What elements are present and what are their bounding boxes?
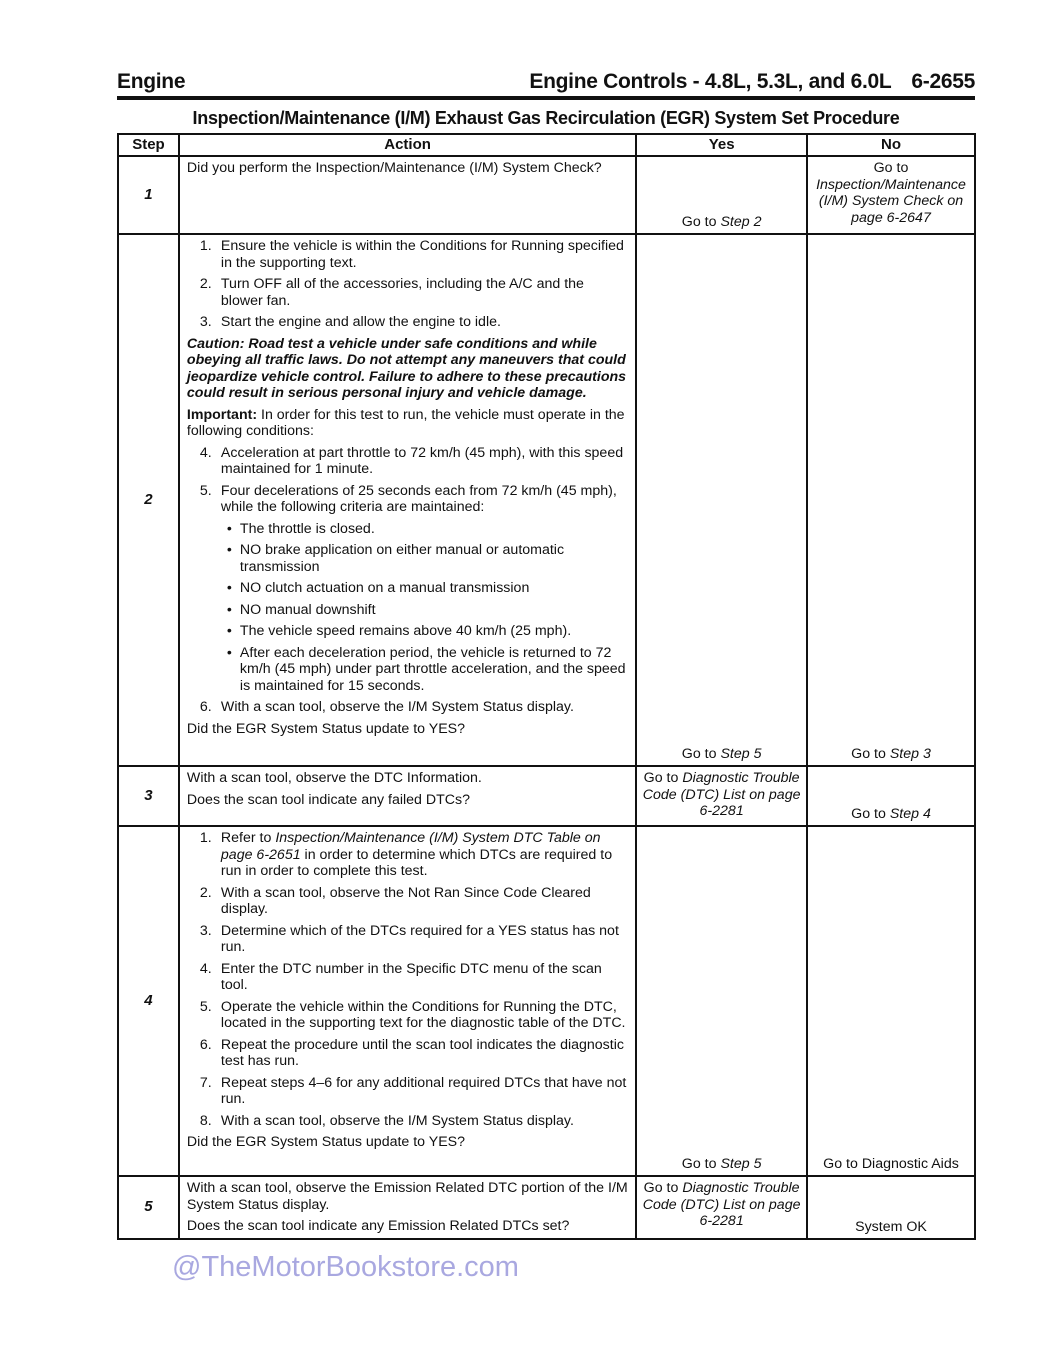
text-run: Go to (873, 160, 909, 176)
no-result-cell (807, 156, 975, 234)
numbered-step (187, 314, 629, 331)
text-run: in order to determine which DTCs are required to run in order to complete this test. (220, 846, 613, 879)
item-text (221, 314, 501, 331)
bullet-item (187, 645, 629, 695)
action-paragraph (187, 792, 629, 809)
item-text (240, 542, 629, 575)
table-row (118, 156, 975, 234)
bullet-item (187, 580, 629, 597)
text-run: Step 3 (889, 745, 931, 762)
chapter-header (529, 70, 975, 94)
text-run: The throttle is closed. (239, 520, 375, 537)
no-result (812, 238, 970, 762)
text-run: With a scan tool, observe the DTC Information. (186, 770, 482, 786)
item-text (221, 699, 574, 716)
yes-result-cell (636, 1176, 807, 1239)
text-run: Go to (643, 770, 683, 786)
action-paragraph (187, 160, 629, 177)
bullet-item (187, 542, 629, 575)
step-index: 1. (199, 238, 212, 254)
section-title: Engine (117, 70, 186, 93)
no-result (812, 160, 970, 230)
numbered-step (187, 276, 629, 309)
item-text (221, 923, 629, 956)
no-result-text (812, 1219, 970, 1236)
yes-result-cell (636, 234, 807, 766)
text-run: Diagnostic Trouble Code (DTC) List on page 6-2281 (642, 1180, 801, 1229)
watermark: @TheMotorBookstore.com (172, 1251, 519, 1283)
text-run: Go to (681, 745, 721, 762)
text-run: After each deceleration period, the vehicle is returned to 72 km/h (45 mph) under part throttle acceleration, and the speed is maintained for 15 seconds. (239, 644, 626, 694)
item-text (221, 999, 629, 1032)
text-run: System OK (855, 1218, 927, 1235)
numbered-step (187, 238, 629, 271)
text-run: In order for this test to run, the vehicle must operate in the following conditions: (186, 406, 625, 439)
text-run: NO clutch actuation on a manual transmission (239, 580, 530, 596)
no-result-text (812, 1156, 970, 1173)
text-run: Step 5 (720, 1155, 762, 1172)
action-paragraph (187, 721, 629, 738)
item-text (221, 885, 629, 918)
text-run: Inspection/Maintenance (I/M) System Check on page 6-2647 (816, 176, 966, 226)
action-paragraph (187, 770, 629, 787)
text-run: Did the EGR System Status update to YES? (186, 720, 466, 737)
yes-result (641, 238, 802, 762)
step-index: 6. (199, 1036, 212, 1053)
text-run: Repeat the procedure until the scan tool indicates the diagnostic test has run. (220, 1036, 624, 1069)
text-run: Acceleration at part throttle to 72 km/h (45 mph), with this speed maintained for 1 minute. (220, 444, 624, 477)
step-number: 5 (118, 1176, 179, 1239)
item-text (221, 276, 629, 309)
item-text (221, 830, 629, 880)
text-run: Start the engine and allow the engine to idle. (220, 314, 501, 330)
bullet-icon: • (226, 580, 232, 596)
text-run: Determine which of the DTCs required for a YES status has not run. (220, 922, 619, 955)
item-text (221, 483, 629, 516)
table-row (118, 826, 975, 1176)
action-cell (179, 234, 636, 766)
item-text (221, 238, 629, 271)
yes-result-cell (636, 156, 807, 234)
text-run: Go to (851, 805, 890, 822)
no-result-text (812, 746, 970, 763)
numbered-step (187, 483, 629, 516)
text-run: With a scan tool, observe the Emission Related DTC portion of the I/M System Status display. (186, 1180, 628, 1213)
text-run: Operate the vehicle within the Conditions for Running the DTC, located in the supporting text for the diagnostic table of the DTC. (220, 998, 626, 1031)
text-run: Four decelerations of 25 seconds each from 72 km/h (45 mph), while the following criteria are maintained: (220, 482, 617, 515)
step-index: 2. (199, 276, 212, 292)
step-index: 4. (199, 444, 212, 461)
item-text (240, 521, 375, 538)
step-index: 6. (199, 699, 212, 715)
numbered-step (187, 699, 629, 716)
numbered-step (187, 830, 629, 880)
bullet-icon: • (226, 623, 232, 639)
yes-result-text (641, 214, 802, 231)
item-text (240, 602, 376, 619)
step-number: 4 (118, 826, 179, 1176)
item-text (221, 1075, 629, 1108)
text-run: Step 4 (889, 805, 931, 822)
text-run: Step 2 (720, 213, 762, 230)
action-cell (179, 1176, 636, 1239)
yes-result-cell (636, 826, 807, 1176)
yes-result (641, 770, 802, 822)
no-result-text (812, 806, 970, 823)
step-index: 3. (199, 314, 212, 330)
action-paragraph (187, 1134, 629, 1151)
text-run: Go to (681, 213, 721, 230)
item-text (221, 1037, 629, 1070)
column-header-step: Step (118, 134, 179, 156)
yes-result (641, 1180, 802, 1235)
item-text (221, 961, 629, 994)
step-index: 5. (199, 482, 212, 499)
numbered-step (187, 999, 629, 1032)
action-paragraph (187, 1218, 629, 1235)
text-run: NO brake application on either manual or automatic transmission (239, 542, 565, 575)
numbered-step (187, 1113, 629, 1130)
table-row (118, 234, 975, 766)
text-run: With a scan tool, observe the I/M System Status display. (220, 1112, 574, 1129)
no-result-cell (807, 826, 975, 1176)
text-run: Repeat steps 4–6 for any additional required DTCs that have not run. (220, 1074, 627, 1107)
yes-result-text (641, 770, 802, 820)
text-run: Step 5 (720, 745, 762, 762)
no-result (812, 830, 970, 1172)
text-run: Enter the DTC number in the Specific DTC menu of the scan tool. (220, 960, 602, 993)
numbered-step (187, 923, 629, 956)
yes-result-text (641, 1156, 802, 1173)
step-index: 7. (199, 1074, 212, 1091)
text-run: The vehicle speed remains above 40 km/h (25 mph). (239, 623, 572, 639)
text-run: Did the EGR System Status update to YES? (186, 1134, 466, 1150)
table-title: Inspection/Maintenance (I/M) Exhaust Gas Recirculation (EGR) System Set Procedure (192, 108, 900, 128)
yes-result (641, 160, 802, 230)
bullet-item (187, 521, 629, 538)
numbered-step (187, 885, 629, 918)
table-header-row (118, 134, 975, 156)
numbered-step (187, 445, 629, 478)
step-number: 2 (118, 234, 179, 766)
text-run: Go to Diagnostic Aids (823, 1155, 959, 1172)
text-run: Ensure the vehicle is within the Conditions for Running specified in the supporting text. (220, 238, 624, 271)
bullet-icon: • (226, 520, 232, 537)
bullet-icon: • (226, 644, 232, 661)
action-cell (179, 826, 636, 1176)
step-index: 8. (199, 1112, 212, 1129)
no-result-cell (807, 1176, 975, 1239)
procedure-table (117, 133, 976, 1240)
text-run: Does the scan tool indicate any failed DTCs? (186, 791, 471, 808)
text-run: Diagnostic Trouble Code (DTC) List on page 6-2281 (642, 770, 801, 819)
text-run: Refer to (220, 830, 276, 846)
text-run: NO manual downshift (239, 601, 376, 618)
action-cell (179, 156, 636, 234)
chapter-title: Engine Controls - 4.8L, 5.3L, and 6.0L (529, 70, 892, 93)
column-header-no: No (807, 134, 975, 156)
action-cell (179, 766, 636, 826)
no-result (812, 770, 970, 822)
step-number: 3 (118, 766, 179, 826)
bullet-item (187, 623, 629, 640)
text-run: With a scan tool, observe the I/M System Status display. (220, 699, 574, 715)
no-result-text (812, 160, 970, 226)
column-header-yes: Yes (636, 134, 807, 156)
text-run: Turn OFF all of the accessories, including the A/C and the blower fan. (220, 276, 584, 309)
text-run: Important: (186, 406, 258, 423)
item-text (240, 580, 529, 597)
text-run: Go to (851, 745, 890, 762)
action-paragraph (187, 407, 629, 440)
column-header-action: Action (179, 134, 636, 156)
yes-result (641, 830, 802, 1172)
action-paragraph (187, 1180, 629, 1213)
step-index: 3. (199, 922, 212, 939)
yes-result-text (641, 1180, 802, 1230)
numbered-step (187, 1075, 629, 1108)
bullet-item (187, 602, 629, 619)
text-run: Does the scan tool indicate any Emission Related DTCs set? (186, 1218, 570, 1234)
caution-note (187, 336, 629, 402)
no-result-cell (807, 766, 975, 826)
text-run: Did you perform the Inspection/Maintenance (I/M) System Check? (186, 160, 602, 176)
numbered-step (187, 1037, 629, 1070)
page-header (117, 70, 975, 100)
text-run: With a scan tool, observe the Not Ran Since Code Cleared display. (220, 884, 591, 917)
table-row (118, 766, 975, 826)
item-text (240, 645, 629, 695)
no-result-cell (807, 234, 975, 766)
yes-result-text (641, 746, 802, 763)
text-run: Caution: Road test a vehicle under safe conditions and while obeying all traffic laws. Do not attempt any maneuvers that could jeopardize vehicle control. Failure to adhere to these precautions could result in serious personal injury and vehicle damage. (186, 335, 627, 401)
page-number: 6-2655 (911, 70, 975, 93)
bullet-icon: • (226, 601, 232, 618)
text-run: Go to (681, 1155, 721, 1172)
text-run: Go to (643, 1180, 683, 1196)
step-number: 1 (118, 156, 179, 234)
item-text (240, 623, 571, 640)
table-row (118, 1176, 975, 1239)
no-result (812, 1180, 970, 1235)
item-text (221, 1113, 574, 1130)
item-text (221, 445, 629, 478)
step-index: 5. (199, 998, 212, 1015)
text-run: Inspection/Maintenance (I/M) System DTC Table on page 6-2651 (220, 830, 601, 863)
step-index: 4. (199, 960, 212, 977)
step-index: 1. (199, 830, 212, 846)
numbered-step (187, 961, 629, 994)
bullet-icon: • (226, 542, 232, 558)
step-index: 2. (199, 884, 212, 901)
yes-result-cell (636, 766, 807, 826)
